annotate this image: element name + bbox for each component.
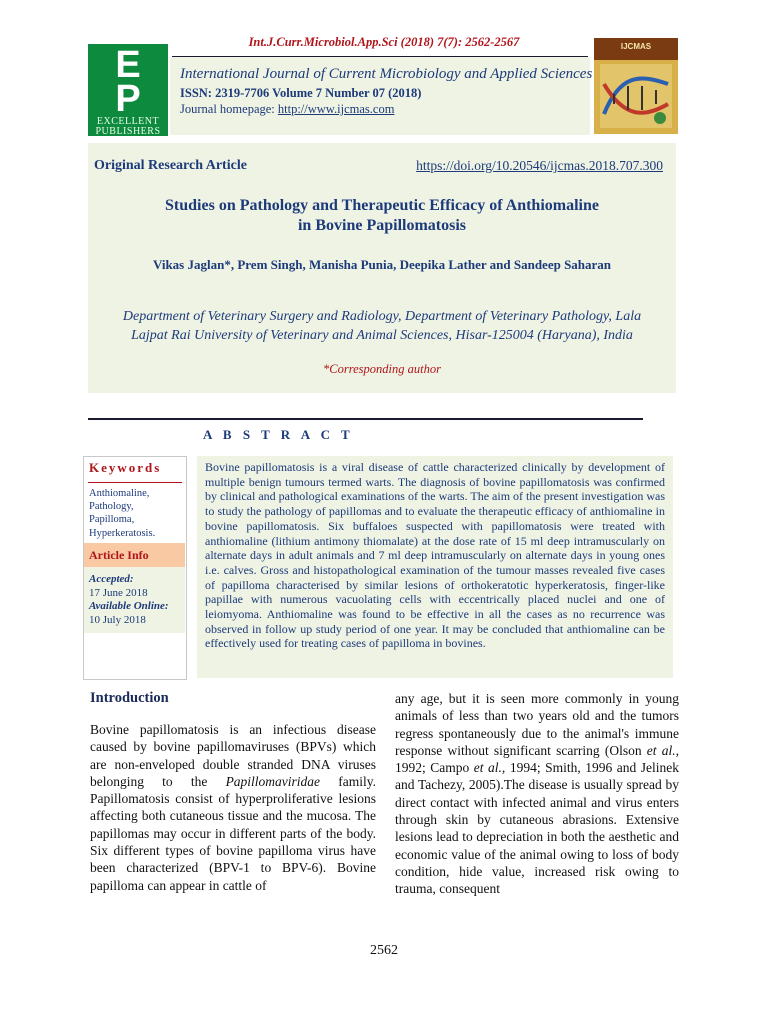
intro-text-italic: et al., [646,742,680,758]
keywords-heading: Keywords [89,460,162,475]
keywords-underline [88,482,182,483]
corresponding-author: *Corresponding author [323,362,441,376]
homepage-label: Journal homepage: [180,102,278,116]
journal-cover-image [594,38,678,134]
issn-line: ISSN: 2319-7706 Volume 7 Number 07 (2018) [180,86,422,100]
affiliation [88,307,676,345]
logo-text-line2: PUBLISHERS [95,126,161,136]
article-info-heading: Article Info [89,548,149,562]
body-column-right [395,690,679,898]
article-dates [89,573,169,627]
intro-text-part: any age, but it is seen more commonly in young animals of less than two years old and the tumors regress spontaneously due to the animal's immune response without significant scarring (Olson [395,691,679,758]
accepted-date: 17 June 2018 [89,586,148,599]
intro-text-part: family. Papillomatosis consist of hyperproliferative lesions affecting both cutaneous tissue and the mucosa. The papillomas may occur in different parts of the body. Six different types of bovine papilloma virus have been characterized (BPV-1 to BPV-6). Bovine papilloma can appear in cattle of [90,773,376,893]
article-title [88,196,676,236]
abstract-heading: A B S T R A C T [203,427,354,442]
journal-homepage [180,102,394,117]
affiliation-line1: Department of Veterinary Surgery and Radiology, Department of Veterinary Pathology, Lala [122,309,642,324]
section-rule [88,418,643,420]
keyword-item: Anthiomaline, [89,488,150,499]
publisher-logo [88,44,168,136]
intro-text-italic: et al., [473,760,506,776]
keyword-item: Pathology, [89,501,134,513]
online-label: Available Online: [89,600,169,612]
authors: Vikas Jaglan*, Prem Singh, Manisha Punia, Deepika Lather and Sandeep Saharan [152,257,612,272]
logo-text-line1: EXCELLENT [96,116,160,127]
title-line1: Studies on Pathology and Therapeutic Efficacy of Anthiomaline [165,197,599,214]
dna-helix-icon [600,64,672,128]
homepage-link[interactable]: http://www.ijcmas.com [277,102,395,116]
body-column-left [90,690,376,894]
intro-paragraph-left [90,721,376,894]
abstract-text: Bovine papillomatosis is a viral disease of cattle characterized clinically by development of multiple benign tumours termed warts. The diagnosis of bovine papillomatosis was confirmed by clinical and pathological examinations of the warts. The aim of the present investigation was to study the pathology of papillomas and to evaluate the therapeutic efficacy of anthiomaline in bovine papillomatosis. Six buffaloes suspected with papillomatosis were treated with anthiomaline (lithium antimony thiomalate) at the dose rate of 15 ml deep intramuscularly on alternate days in adult animals and 7 ml deep intramuscularly on alternate days in young ones i.e. calves. Gross and histopathological examination of the tumour masses revealed five cases of papilloma characterised by similar lesions of orthokeratotic hyperkeratosis, finger-like papillae with numerous vacuolating cells with eccentrically placed nuclei and one of leiomyoma. Anthiomaline was found to be effective in all the cases as no recurrence was observed in follow up study period of one year. It may be concluded that anthiomaline can be effectively used for treating cases of papilloma in bovines. [205,460,665,651]
title-line2: in Bovine Papillomatosis [297,217,467,234]
online-date: 10 July 2018 [89,613,146,626]
article-type: Original Research Article [94,158,247,173]
intro-text-part: 1992; Campo [395,760,474,776]
logo-letter-p: P [115,78,141,120]
intro-text-part: 1994; Smith, 1996 and Jelinek and Tachezy, 2005).The disease is usually spread by direct contact with infected animal and virus enters through skin by cutaneous abrasions. Extensive lesions lead to depreciation in both the aesthetic and economic value of the animal owing to loss of body condition, hide value, increased risk owing to trauma, consequent [395,760,679,897]
cover-title: IJCMAS [620,42,652,51]
keyword-item: Papilloma, [89,514,135,526]
accepted-label: Accepted: [89,573,134,585]
intro-paragraph-right [395,690,679,898]
intro-text-italic: Papillomaviridae [225,773,321,789]
introduction-heading: Introduction [90,690,169,706]
intro-text-part: Bovine papillomatosis is an infectious disease caused by bovine papillomaviruses (BPVs) which are non-enveloped double stranded DNA viruses belonging to the [90,722,376,789]
journal-name: International Journal of Current Microbiology and Applied Sciences [180,66,593,82]
affiliation-line2: Lajpat Rai University of Veterinary and Animal Sciences, Hisar-125004 (Haryana), India [131,328,633,343]
keywords-list [89,487,155,540]
logo-letter-e: E [115,44,141,86]
keyword-item: Hyperkeratosis. [89,527,156,539]
citation-line: Int.J.Curr.Microbiol.App.Sci (2018) 7(7): 2562-2567 [248,35,520,49]
page-number: 2562 [370,943,398,958]
doi-link[interactable]: https://doi.org/10.20546/ijcmas.2018.707.300 [416,158,663,173]
